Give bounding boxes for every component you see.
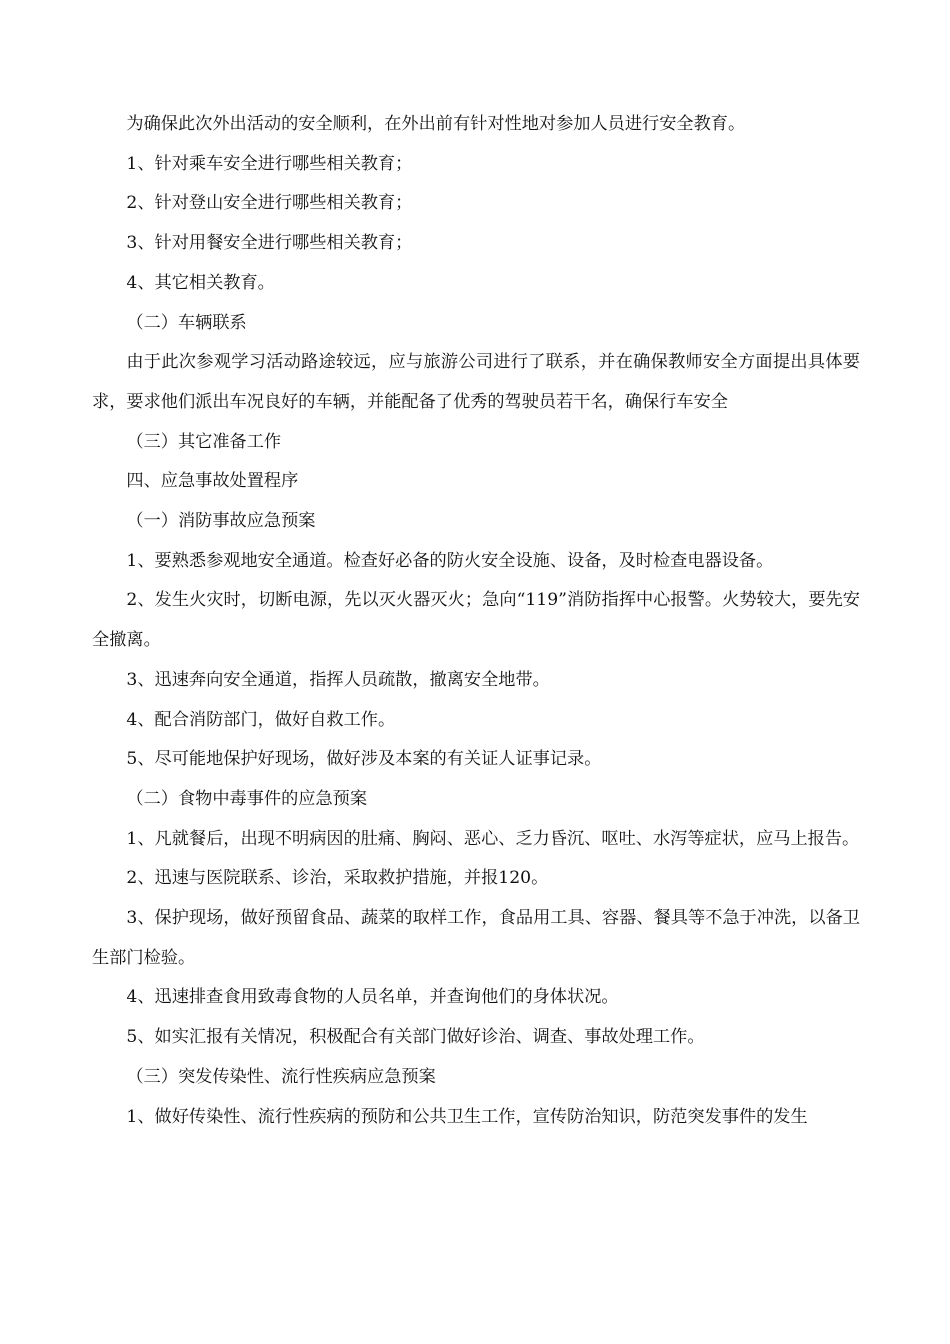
list-item: 2、针对登山安全进行哪些相关教育；: [126, 193, 413, 214]
list-item: 1、做好传染性、流行性疾病的预防和公共卫生工作，宣传防治知识，防范突发事件的发生: [126, 1106, 808, 1127]
list-item: 3、保护现场，做好预留食品、蔬菜的取样工作，食品用工具、容器、餐具等不急于冲洗，以备卫生部门检验。: [92, 908, 860, 968]
list-item: 4、其它相关教育。: [126, 272, 275, 293]
list-item: 1、凡就餐后，出现不明病因的肚痛、胸闷、恶心、乏力昏沉、呕吐、水泻等症状，应马上报告。: [126, 828, 860, 849]
list-item: 2、发生火灾时，切断电源，先以灭火器灭火；急向“119”消防指挥中心报警。火势较大，要先安全撤离。: [92, 590, 860, 651]
section-heading: （三）突发传染性、流行性疾病应急预案: [126, 1066, 436, 1087]
list-item: 1、针对乘车安全进行哪些相关教育；: [126, 153, 413, 174]
list-item: 1、要熟悉参观地安全通道。检查好必备的防火安全设施、设备，及时检查电器设备。: [126, 550, 774, 571]
section-heading: （一）消防事故应急预案: [126, 511, 316, 532]
list-item: 5、如实汇报有关情况，积极配合有关部门做好诊治、调查、事故处理工作。: [126, 1027, 705, 1048]
body-paragraph: 由于此次参观学习活动路途较远，应与旅游公司进行了联系，并在确保教师安全方面提出具体要求，要求他们派出车况良好的车辆，并能配备了优秀的驾驶员若干名，确保行车安全: [92, 352, 860, 412]
intro-paragraph: 为确保此次外出活动的安全顺利，在外出前有针对性地对参加人员进行安全教育。: [126, 114, 746, 134]
list-item: 4、配合消防部门，做好自救工作。: [126, 709, 396, 730]
list-item: 4、迅速排查食用致毒食物的人员名单，并查询他们的身体状况。: [126, 987, 619, 1008]
list-item: 2、迅速与医院联系、诊治，采取救护措施，并报120。: [126, 868, 549, 889]
chapter-heading: 四、应急事故处置程序: [126, 471, 299, 492]
document-body: [92, 105, 860, 1137]
list-item: 5、尽可能地保护好现场，做好涉及本案的有关证人证事记录。: [126, 749, 602, 770]
list-item: 3、针对用餐安全进行哪些相关教育；: [126, 233, 413, 254]
section-heading: （三）其它准备工作: [126, 431, 282, 452]
section-heading: （二）车辆联系: [126, 312, 247, 333]
section-heading: （二）食物中毒事件的应急预案: [126, 788, 368, 809]
list-item: 3、迅速奔向安全通道，指挥人员疏散，撤离安全地带。: [126, 669, 550, 690]
